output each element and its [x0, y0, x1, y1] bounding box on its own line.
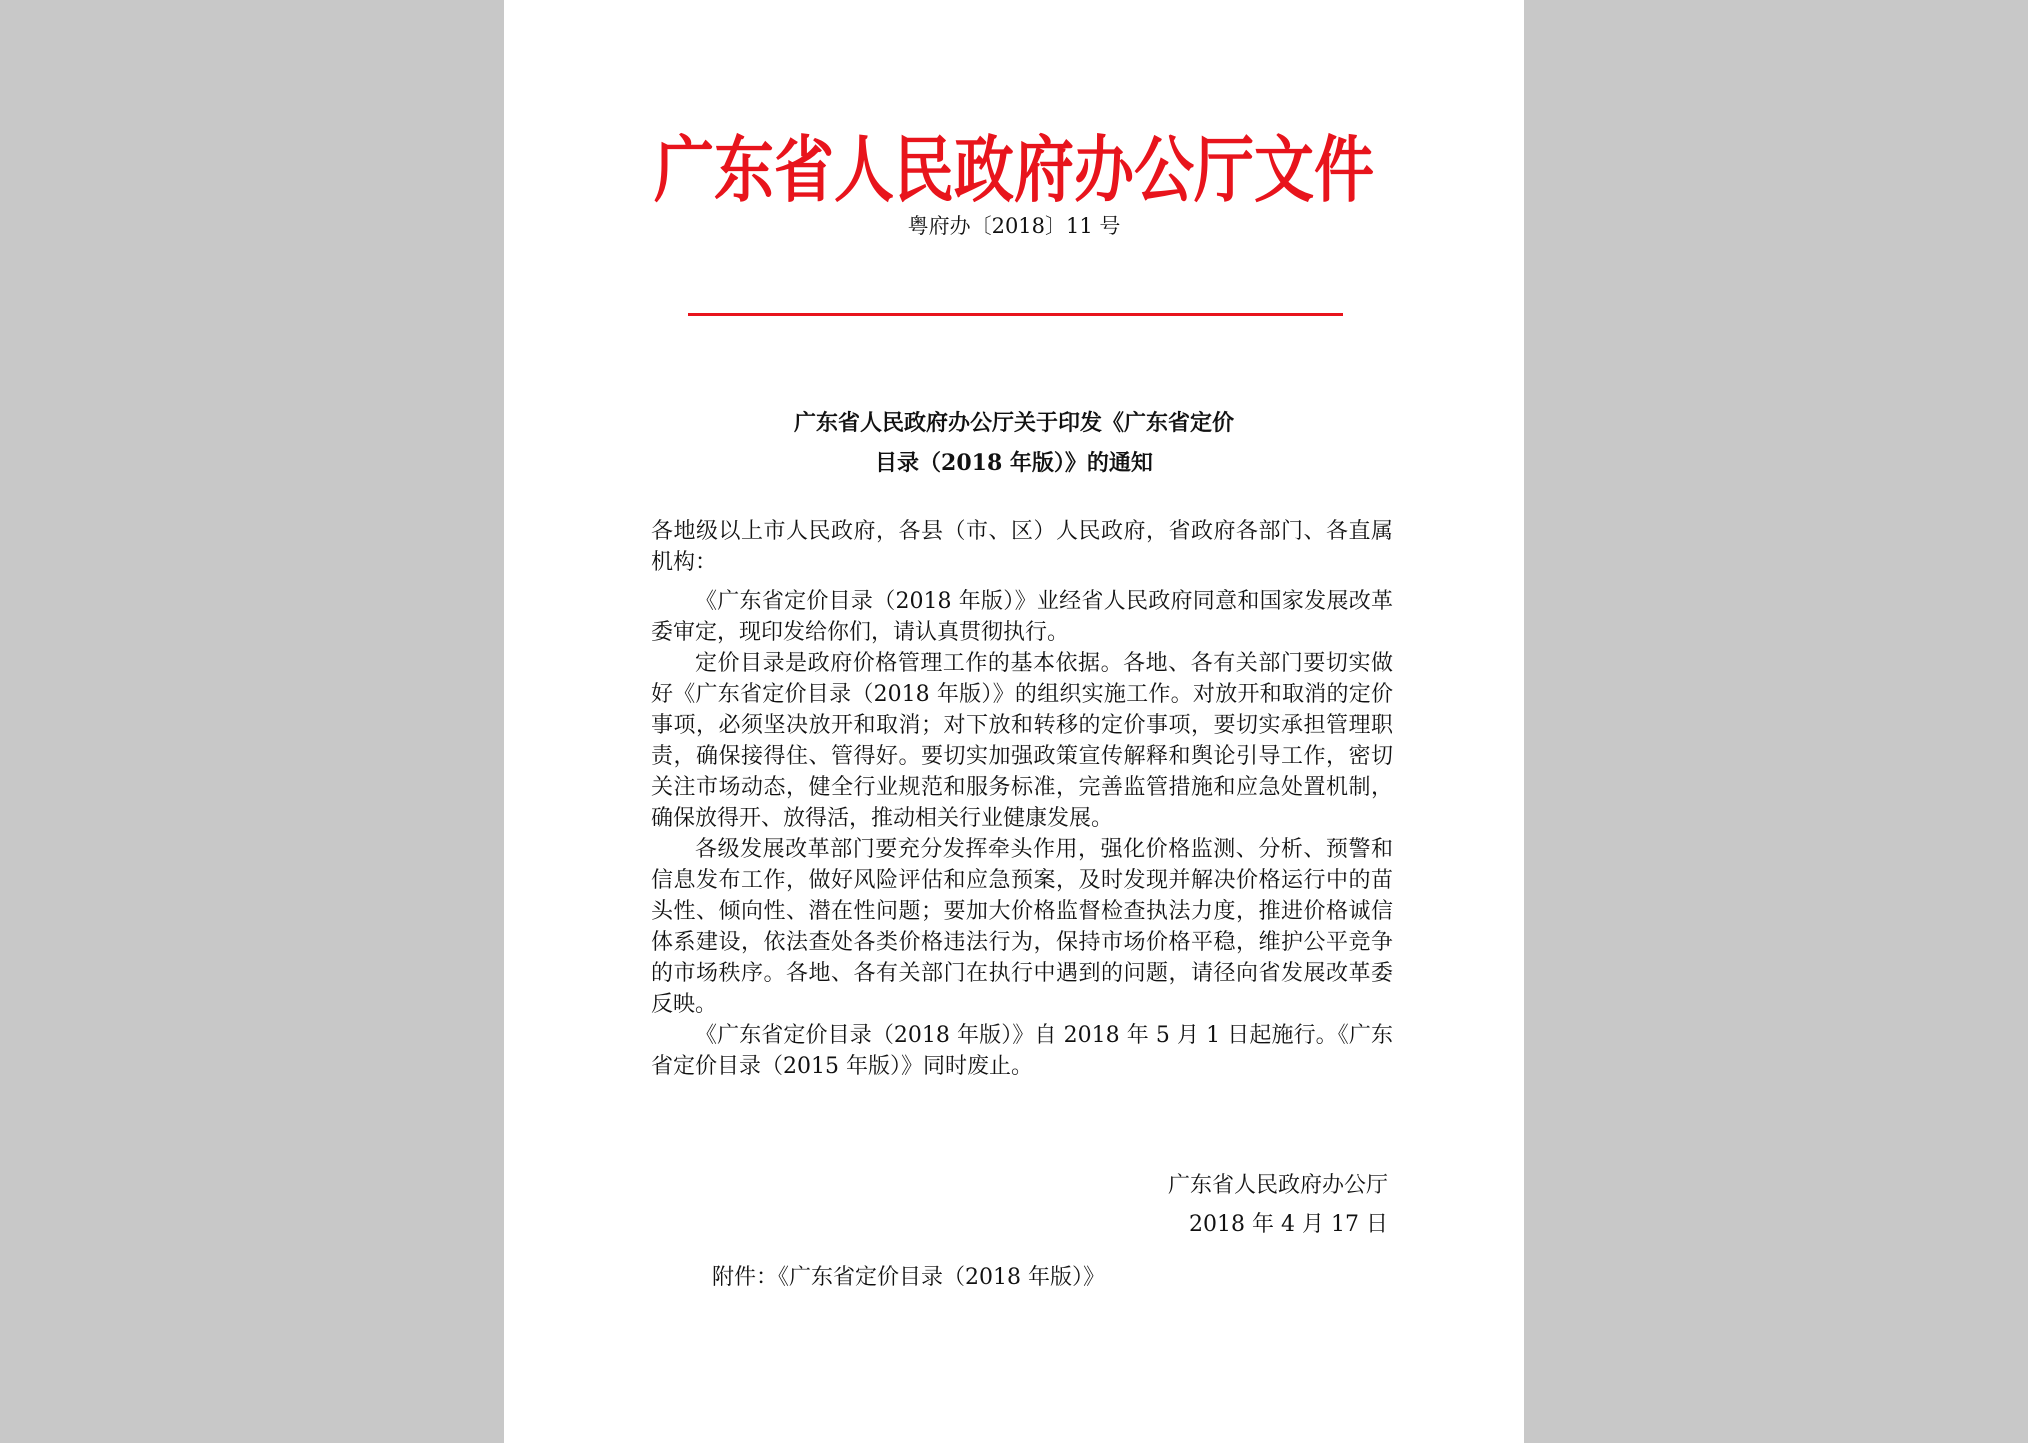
notice-body [651, 516, 1393, 1082]
document-page [504, 0, 1524, 1443]
red-divider [688, 313, 1343, 316]
attachment-note: 附件：《广东省定价目录（2018 年版）》 [712, 1265, 1105, 1290]
addressee: 各地级以上市人民政府，各县（市、区）人民政府，省政府各部门、各直属机构： [651, 519, 1393, 575]
document-number: 粤府办〔2018〕11 号 [907, 214, 1121, 238]
body-paragraph: 《广东省定价目录（2018 年版）》自 2018 年 5 月 1 日起施行。《广东省定价目录（2015 年版）》同时废止。 [651, 1023, 1393, 1079]
notice-title-line-2: 目录（2018 年版）》的通知 [875, 450, 1153, 476]
body-paragraph: 《广东省定价目录（2018 年版）》业经省人民政府同意和国家发展改革委审定，现印发给你们，请认真贯彻执行。 [651, 589, 1393, 645]
issue-date: 2018 年 4 月 17 日 [1189, 1212, 1388, 1237]
issuing-office: 广东省人民政府办公厅 [1167, 1173, 1388, 1198]
body-paragraph: 各级发展改革部门要充分发挥牵头作用，强化价格监测、分析、预警和信息发布工作，做好风险评估和应急预案，及时发现并解决价格运行中的苗头性、倾向性、潜在性问题；要加大价格监督检查执法力度，推进价格诚信体系建设，依法查处各类价格违法行为，保持市场价格平稳，维护公平竞争的市场秩序。各地、各有关部门在执行中遇到的问题，请径向省发展改革委反映。 [651, 837, 1393, 1017]
masthead-title: 广东省人民政府办公厅文件 [654, 129, 1374, 213]
body-paragraph: 定价目录是政府价格管理工作的基本依据。各地、各有关部门要切实做好《广东省定价目录（2018 年版）》的组织实施工作。对放开和取消的定价事项，必须坚决放开和取消；对下放和转移的定价事项，要切实承担管理职责，确保接得住、管得好。要切实加强政策宣传解释和舆论引导工作，密切关注市场动态，健全行业规范和服务标准，完善监管措施和应急处置机制，确保放得开、放得活，推动相关行业健康发展。 [651, 651, 1393, 831]
notice-title-line-1: 广东省人民政府办公厅关于印发《广东省定价 [793, 410, 1234, 436]
